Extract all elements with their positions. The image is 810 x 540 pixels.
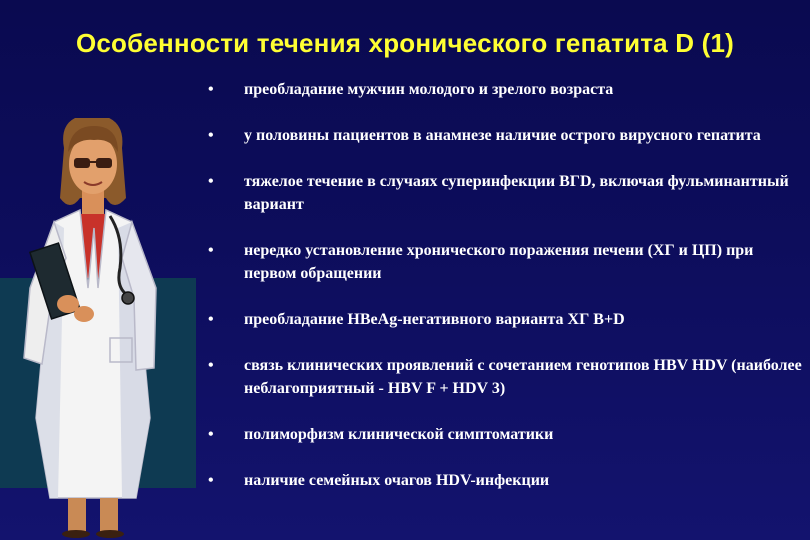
bullet-item <box>202 469 806 492</box>
bullet-marker: • <box>208 81 214 98</box>
bullet-item <box>202 308 806 331</box>
bullet-list <box>202 78 806 515</box>
doctor-clipart-icon <box>18 118 168 538</box>
bullet-text: нередко установление хронического поражения печени (ХГ и ЦП) при первом обращении <box>244 242 754 282</box>
bullet-text: полиморфизм клинической симптоматики <box>244 426 554 443</box>
bullet-item <box>202 124 806 147</box>
bullet-text: у половины пациентов в анамнезе наличие острого вирусного гепатита <box>244 127 761 144</box>
bullet-marker: • <box>208 242 214 259</box>
bullet-marker: • <box>208 472 214 489</box>
bullet-item <box>202 170 806 216</box>
bullet-item <box>202 78 806 101</box>
bullet-text: преобладание мужчин молодого и зрелого возраста <box>244 81 614 98</box>
bullet-marker: • <box>208 127 214 144</box>
slide-title: Особенности течения хронического гепатита D (1) <box>75 28 735 58</box>
bullet-item <box>202 423 806 446</box>
bullet-marker: • <box>208 426 214 443</box>
bullet-marker: • <box>208 173 214 190</box>
bullet-marker: • <box>208 311 214 328</box>
bullet-text: тяжелое течение в случаях суперинфекции ВГD, включая фульминантный вариант <box>244 173 789 213</box>
bullet-item <box>202 239 806 285</box>
bullet-text: наличие семейных очагов HDV-инфекции <box>244 472 550 489</box>
bullet-text: преобладание HBeAg-негативного варианта ХГ В+D <box>244 311 625 328</box>
bullet-marker: • <box>208 357 214 374</box>
bullet-item <box>202 354 806 400</box>
bullet-text: связь клинических проявлений с сочетанием генотипов HBV HDV (наиболее неблагоприятный - HBV F + HDV 3) <box>244 357 802 397</box>
